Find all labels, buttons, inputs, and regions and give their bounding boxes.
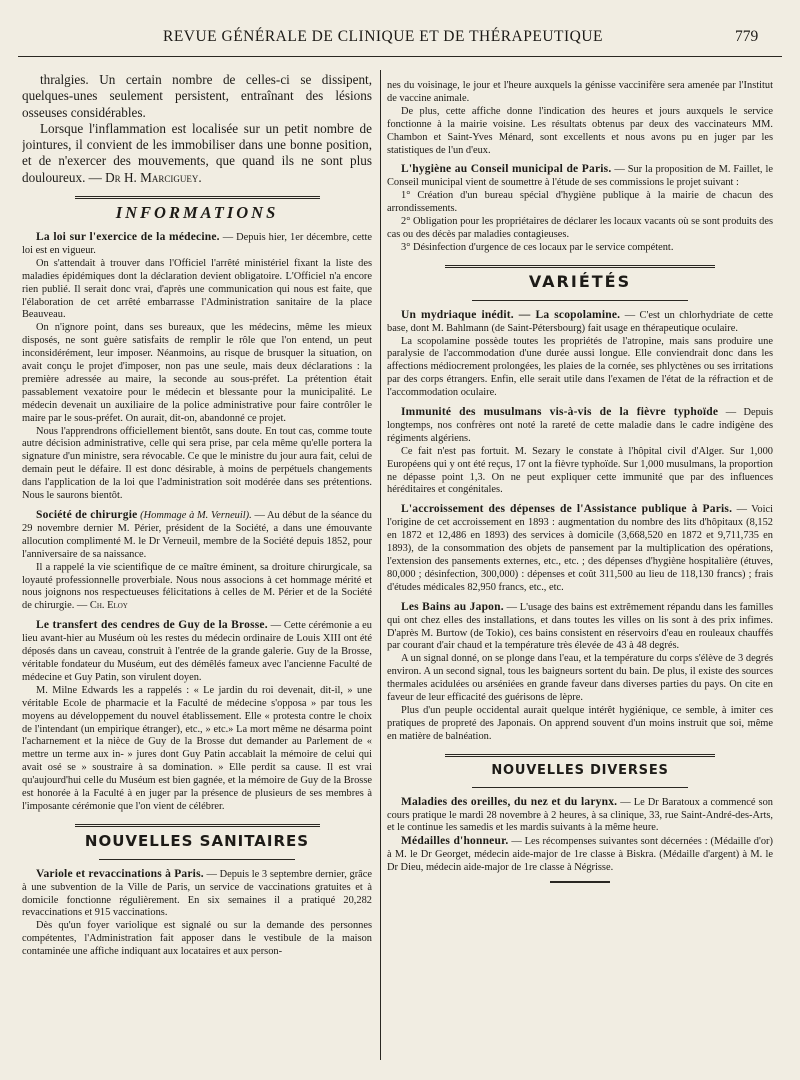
- article-heading: Société de chirurgie: [36, 509, 138, 522]
- article-medailles: Médailles d'honneur. — Les récompenses suivantes sont décernées : (Médaille d'or) à M. le Dr Georget, médecin aide-major de 1re classe à Biskra. (Médaille d'argent) à M. le Dr Dieu, médecin aide-major de 1re classe à Négrisse.: [387, 835, 773, 874]
- end-rule: [550, 881, 610, 883]
- page-number: 779: [735, 28, 759, 45]
- paragraph: On s'attendait à trouver dans l'Officiel l'arrêté ministériel fixant la liste des maladies épidémiques dont la déclaration devient obligatoire. L'Officiel n'a encore rien publié. Il serait donc vrai, d'après une communication qui nous est faite, que l'élaboration de cet arrêté embarrasse l'Administration sanitaire de la place Beauveau.: [22, 257, 372, 321]
- lead-article: [22, 72, 372, 186]
- section-rule: [445, 754, 715, 757]
- section-title: VARIÉTÉS: [528, 271, 632, 291]
- article-heading: La loi sur l'exercice de la médecine.: [36, 230, 220, 243]
- paragraph: Plus d'un peuple occidental aurait quelque intérêt hygiénique, ce semble, à imiter ces pratiques de propreté des Japonais. On apprend souvent d'un moins instruit que soi, même en matière de balnéation.: [387, 704, 773, 742]
- list-item: 2° Obligation pour les propriétaires de déclarer les locaux vacants où se sont produits des cas ou des décès par maladies contagieuses.: [387, 216, 773, 240]
- paragraph: Ce fait n'est pas fortuit. M. Sezary le constate à l'hôpital civil d'Alger. Sur 1,000 Européens qui y ont été reçus, 17 ont la fièvre typhoïde. Sur 1,000 musulmans, la proportion ne dépasse point 1,3. On ne peut expliquer cette immunité que par des influences héréditaires et congénitales.: [387, 445, 773, 496]
- section-informations: [22, 196, 372, 223]
- paragraph: A un signal donné, on se plonge dans l'eau, et la température du corps s'élève de 3 degrés environ. A un second signal, tous les baigneurs sortent du bain. De plus, il existe des sources thermales acidulées ou arséniées en grande faveur dans diverses parties du pays. On cite en faveur de leur efficacité des guérisons de lèpre.: [387, 653, 773, 704]
- section-nouvelles-diverses: [387, 754, 773, 788]
- running-head: [0, 28, 800, 54]
- article-hygiene-conseil: L'hygiène au Conseil municipal de Paris. — Sur la proposition de M. Faillet, le Conseil municipal vient de soumettre à l'étude de ses commissions le projet suivant :: [387, 163, 773, 189]
- article-heading: Immunité des musulmans vis-à-vis de la fièvre typhoïde: [401, 406, 719, 419]
- section-rule: [445, 265, 715, 268]
- article-heading: L'hygiène au Conseil municipal de Paris.: [401, 163, 612, 176]
- article-maladies-oreilles: Maladies des oreilles, du nez et du larynx. — Le Dr Baratoux a commencé son cours pratique le mardi 28 novembre à 2 heures, à sa clinique, 33, rue Saint-André-des-Arts, et le continue les samedis et les mardis suivants à la même heure.: [387, 795, 773, 834]
- paragraph: La scopolamine possède toutes les propriétés de l'atropine, mais sans produire une paralysie de l'accommodation d'une durée aussi longue. Elle conviendrait donc dans les affections médiocrement prolongées, les plaies de la cornée, ses phlyctènes ou ses irritations par des corps étrangers. Enfin, elle serait utile dans l'examen de l'état de la réfraction et de l'accommodation oculaire.: [387, 335, 773, 399]
- article-guy-de-la-brosse: Le transfert des cendres de Guy de la Brosse. — Cette cérémonie a eu lieu avant-hier au Muséum où les restes du médecin ordinaire de Louis XIII ont été déposés dans un caveau, construit à l'entrée de la grande galerie. Guy de la Brosse, véritable fondateur du Muséum, eut des démêlés fameux avec l'ancienne Faculté de médecine et Guy Patin, son virulent doyen.: [22, 619, 372, 683]
- paragraph: Il a rappelé la vie scientifique de ce maître éminent, sa droiture chirurgicale, sa loyauté professionnelle proverbiale. Nous nous associons à cet hommage mérité et nous joignons nos respectueuses félicitations à celles de M. Périer et de la Société de chirurgie. — Ch. Eloy: [22, 561, 372, 612]
- article-heading: L'accroissement des dépenses de l'Assistance publique à Paris.: [401, 503, 733, 516]
- section-rule: [472, 787, 688, 788]
- article-variole: Variole et revaccinations à Paris. — Depuis le 3 septembre dernier, grâce à une subvention de la Ville de Paris, un service de vaccinations gratuites et à domicile fonctionne régulièrement. En six semaines il a pratiqué 20,282 revaccinations et 915 vaccinations.: [22, 867, 372, 919]
- article-immunite-musulmans: Immunité des musulmans vis-à-vis de la fièvre typhoïde — Depuis longtemps, nos confrères ont noté la rareté de cette maladie dans le cadre indigène des régiments algériens.: [387, 406, 773, 444]
- section-title: NOUVELLES DIVERSES: [491, 762, 669, 778]
- section-varietes: [387, 265, 773, 301]
- lead-paragraph-1: thralgies. Un certain nombre de celles-ci se dissipent, quelques-unes seulement persistent, entraînant des lésions osseuses considérables.: [22, 72, 372, 120]
- lead-paragraph-2: Lorsque l'inflammation est localisée sur un petit nombre de jointures, il convient de les immobiliser dans une bonne position, et de n'exercer des mouvements, que quand ils ne sont plus douloureux. — Dr H. Marciguey.: [22, 120, 372, 185]
- article-heading: Le transfert des cendres de Guy de la Brosse.: [36, 619, 268, 632]
- article-loi-medecine: La loi sur l'exercice de la médecine. — Depuis hier, 1er décembre, cette loi est en vigueur.: [22, 230, 372, 256]
- signature: Ch. Eloy: [89, 600, 128, 612]
- article-heading: Les Bains au Japon.: [401, 600, 504, 613]
- article-societe-chirurgie: Société de chirurgie (Hommage à M. Verneuil). — Au début de la séance du 29 novembre dernier M. Périer, président de la Société, a dans une émouvante allocution complimenté M. le Dr Verneuil, membre de la Société depuis 1852, pour l'anniversaire de sa naissance.: [22, 509, 372, 560]
- section-rule: [75, 824, 320, 827]
- article-assistance-publique: L'accroissement des dépenses de l'Assistance publique à Paris. — Voici l'origine de cet accroissement en 1893 : augmentation du nombre des lits d'hôpitaux (8,152 en 1872 et 12,486 en 1893) des services à domicile (3,668,520 en 1872 et 9,711,735 en 1893), de la consommation des objets de pansement par la multiplication des opérations, l'extension des pansements externes, etc., etc. ; des dépenses d'hygiène hospitalière (étuves, 80,000 ; désinfection, 300,000) : dépenses et coût 311,500 au lieu de 118,130 francs) ; frais d'études médicales 82,950 francs, etc., etc.: [387, 503, 773, 593]
- paragraph: De plus, cette affiche donne l'indication des heures et jours auxquels le service fonctionne à la mairie voisine. Les résultats obtenus par deux des vaccinateurs MM. Chambon et Saint-Yves Ménard, sont excellents et nous avons pu en juger par les statistiques de l'un d'eux.: [387, 105, 773, 156]
- left-column: [22, 72, 372, 1072]
- article-heading: Médailles d'honneur.: [401, 835, 509, 848]
- list-item: 3° Désinfection d'urgence de ces locaux par le service compétent.: [401, 241, 674, 253]
- section-rule: [75, 196, 320, 199]
- column-divider: [380, 70, 381, 1060]
- article-heading: Un mydriaque inédit. — La scopolamine.: [401, 308, 621, 321]
- right-column: [387, 80, 773, 1080]
- article-bains-japon: Les Bains au Japon. — L'usage des bains est extrêmement répandu dans les familles qui ont chez elles des installations, et dans toutes les villes on lis sont à des prix infimes. D'après M. Burtow (de Tokio), ces bains consistent en réservoirs d'eau en rouleaux chauffés par courant d'air chaud et la température très élevée de 43 à 48 degrés.: [387, 600, 773, 652]
- section-title: INFORMATIONS: [115, 203, 279, 223]
- article-heading: Variole et revaccinations à Paris.: [36, 867, 204, 880]
- paragraph: nes du voisinage, le jour et l'heure auxquels la génisse vaccinifère sera amenée par l'Institut de vaccine animale.: [387, 80, 773, 104]
- section-rule: [99, 859, 295, 860]
- journal-title: REVUE GÉNÉRALE DE CLINIQUE ET DE THÉRAPEUTIQUE: [162, 28, 603, 45]
- paragraph: On n'ignore point, dans ses bureaux, que les médecins, même les mieux disposés, ne sont guère satisfaits de remplir le rôle que l'on entend, un peut inconsidérément, leur imposer. Néanmoins, au risque de brusquer la situation, on avait conçu le projet d'imposer, non pas une seule, mais deux déclarations : la première adressée au maire, la seconde au sous-préfet. La prétention était passablement vexatoire pour le médecin et blessante pour la municipalité. Le médecin devenait un auxiliaire de la police administrative pour faire contrôler le maire par le sous-préfet. On aurait, dit-on, abandonné ce projet.: [22, 322, 372, 424]
- lead-signature: Dr H. Marciguey.: [105, 169, 202, 185]
- paragraph: M. Milne Edwards les a rappelés : « Le jardin du roi devenait, dit-il, » une véritable Ecole de pharmacie et la Faculté de médecine s'opposa » par tous les moyens au développement du nouvel établissement. Elle « protesta contre le choix de l'intendant (un empirique étranger), etc., » etc.» La mort même ne désarma point l'acharnement et la nièce de Guy de la Brosse dut demander au Parlement de « mettre un terme aux in- » jures dont Guy Patin accablait la mémoire de celui qui avait osé se » soustraire à sa domination. » Elle perdit sa cause. Il est vrai qu'aujourd'hui celle du Muséum est bien gagnée, et la mémoire de Guy de la Brosse est honorée à la Faculté à en juger par la présence de plusieurs de ses membres à l'imposante cérémonie que l'on vient de célébrer.: [22, 684, 372, 812]
- paragraph: Nous l'apprendrons officiellement bientôt, sans doute. En tout cas, comme toute autre décision administrative, celle qui sera prise, par cela même qu'elle portera la signature d'un ministre, sera révocable. Ce que le ministre du jour aura fait, celui de demain peut le défaire. Il est donc désirable, à moins de perpétuels changements dans l'application de la loi que l'administration soit modérée dans ses prétentions. Nous le saurons bientôt.: [22, 425, 372, 502]
- section-nouvelles-sanitaires: [22, 824, 372, 860]
- section-rule: [472, 300, 688, 301]
- header-rule: [18, 56, 782, 57]
- article-scopolamine: Un mydriaque inédit. — La scopolamine. — C'est un chlorhydriate de cette base, dont M. Bahlmann (de Saint-Pétersbourg) fait usage en thérapeutique oculaire.: [387, 308, 773, 334]
- list-item: 1° Création d'un bureau spécial d'hygiène publique à la mairie de chacun des arrondissements.: [387, 190, 773, 215]
- section-title: NOUVELLES SANITAIRES: [84, 831, 310, 850]
- article-heading: Maladies des oreilles, du nez et du larynx.: [401, 795, 618, 808]
- paragraph: Dès qu'un foyer variolique est signalé ou sur la demande des personnes compétentes, l'Administration fait apposer dans le vestibule de la maison contaminée une affiche indiquant aux locataires et aux person-: [22, 920, 372, 958]
